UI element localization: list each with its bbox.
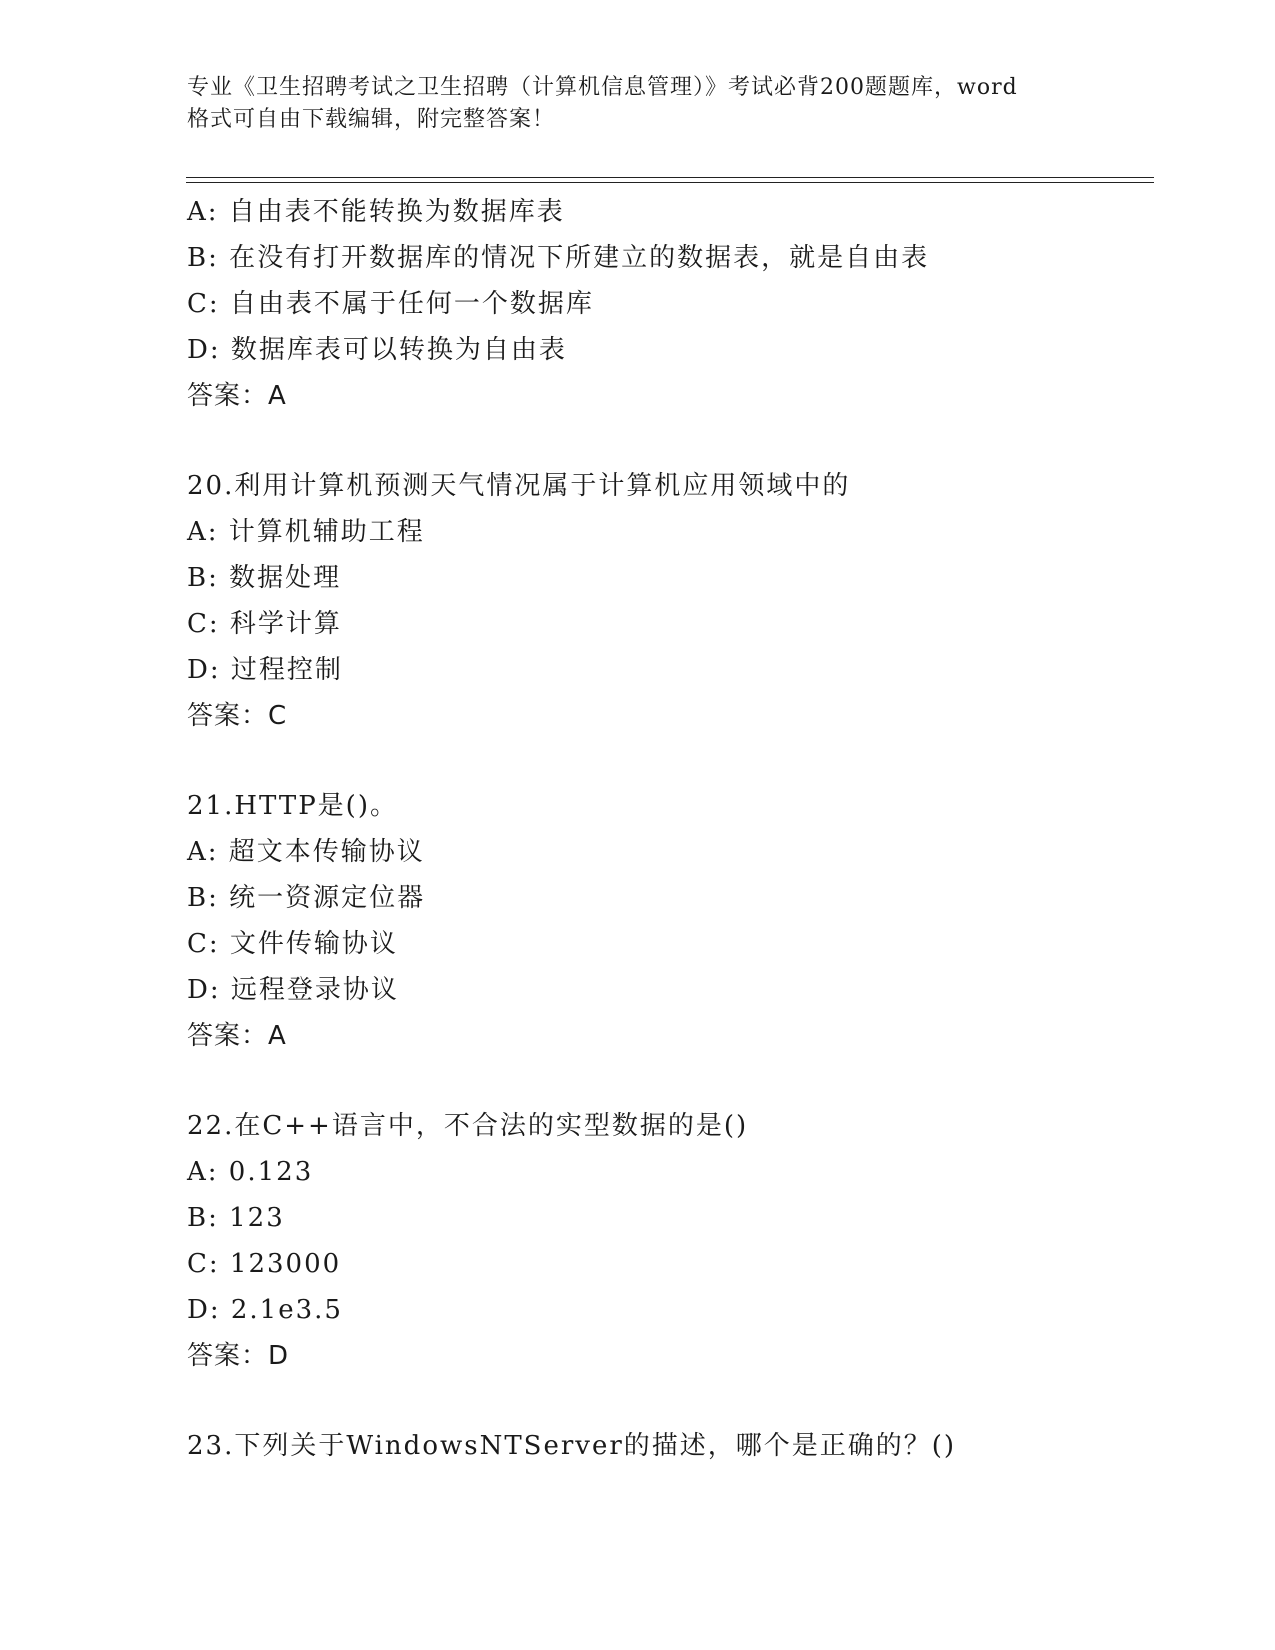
- question-text: 22.在C++语言中，不合法的实型数据的是(): [187, 1111, 749, 1141]
- option-b: B: 123: [187, 1203, 285, 1233]
- option-c: C: 自由表不属于任何一个数据库: [187, 289, 594, 319]
- document-header: [187, 72, 1087, 136]
- option-b: B: 统一资源定位器: [187, 883, 426, 913]
- question-text: 23.下列关于WindowsNTServer的描述，哪个是正确的？(): [187, 1431, 957, 1461]
- option-b: B: 在没有打开数据库的情况下所建立的数据表，就是自由表: [187, 243, 930, 273]
- option-a: A: 自由表不能转换为数据库表: [187, 197, 565, 227]
- question-text: 21.HTTP是()。: [187, 791, 398, 821]
- question-block-22: [187, 1103, 1147, 1379]
- question-list: [187, 189, 1147, 1469]
- question-block-prev: [187, 189, 1147, 419]
- spacer: [187, 739, 1147, 783]
- header-divider-bottom: [186, 182, 1154, 183]
- question-text: 20.利用计算机预测天气情况属于计算机应用领域中的: [187, 471, 851, 501]
- option-c: C: 科学计算: [187, 609, 342, 639]
- answer-line: 答案：A: [187, 381, 287, 411]
- answer-line: 答案：A: [187, 1021, 287, 1051]
- option-a: A: 0.123: [187, 1157, 314, 1187]
- option-d: D: 2.1e3.5: [187, 1295, 343, 1325]
- option-c: C: 文件传输协议: [187, 929, 398, 959]
- question-block-21: [187, 783, 1147, 1059]
- header-divider-top: [186, 177, 1154, 178]
- spacer: [187, 1379, 1147, 1423]
- option-c: C: 123000: [187, 1249, 342, 1279]
- answer-line: 答案：C: [187, 701, 288, 731]
- spacer: [187, 419, 1147, 463]
- option-a: A: 超文本传输协议: [187, 837, 425, 867]
- option-a: A: 计算机辅助工程: [187, 517, 425, 547]
- option-d: D: 远程登录协议: [187, 975, 399, 1005]
- option-d: D: 过程控制: [187, 655, 343, 685]
- option-b: B: 数据处理: [187, 563, 342, 593]
- header-line-1: 专业《卫生招聘考试之卫生招聘（计算机信息管理）》考试必背200题题库，word: [187, 75, 1018, 100]
- question-block-20: [187, 463, 1147, 739]
- header-line-2: 格式可自由下载编辑，附完整答案！: [187, 107, 556, 132]
- answer-line: 答案：D: [187, 1341, 290, 1371]
- option-d: D: 数据库表可以转换为自由表: [187, 335, 567, 365]
- question-block-23: [187, 1423, 1147, 1469]
- spacer: [187, 1059, 1147, 1103]
